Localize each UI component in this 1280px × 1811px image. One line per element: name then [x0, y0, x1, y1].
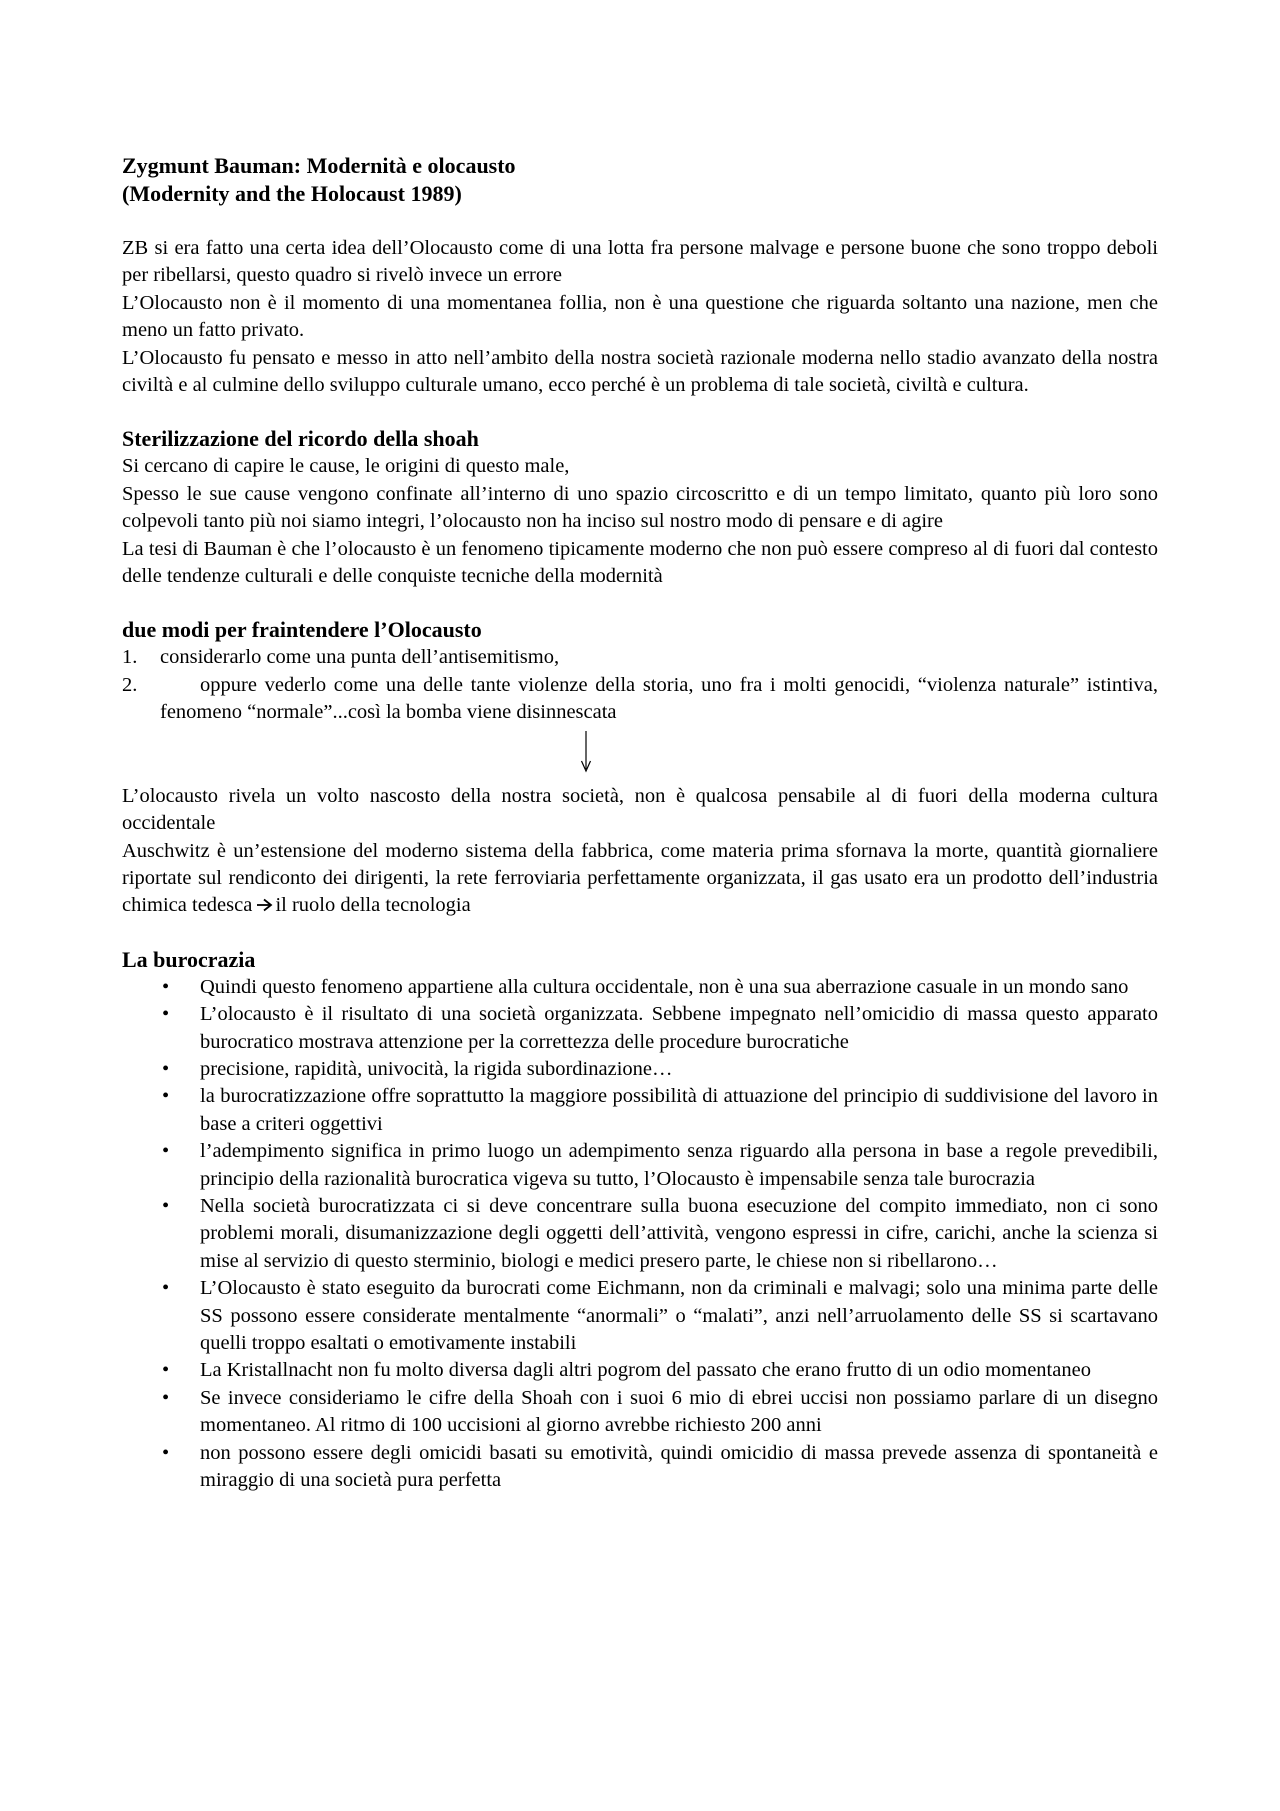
intro-paragraph: L’Olocausto fu pensato e messo in atto nell’ambito della nostra società razionale moderna nello stadio avanzato della nostra civiltà e al culmine dello sviluppo culturale umano, ecco perché è un problema di tale società, civiltà e cultura. [122, 346, 1158, 397]
list-item-text: La Kristallnacht non fu molto diversa dagli altri pogrom del passato che erano frutto di un odio momentaneo [200, 1359, 1091, 1382]
list-item-text: Se invece consideriamo le cifre della Shoah con i suoi 6 mio di ebrei uccisi non possiamo parlare di un disegno momentaneo. Al ritmo di 100 uccisioni al giorno avrebbe richiesto 200 anni [200, 1386, 1158, 1437]
list-item [122, 1056, 1158, 1083]
section-paragraph: Spesso le sue cause vengono confinate all’interno di uno spazio circoscritto e di un tempo limitato, quanto più loro sono colpevoli tanto più noi siamo integri, l’olocausto non ha inciso sul nostro modo di pensare e di agire [122, 482, 1158, 533]
bullet-icon: • [162, 1057, 170, 1080]
bullet-icon: • [162, 975, 170, 998]
list-item [122, 1138, 1158, 1193]
bullet-icon: • [162, 1140, 170, 1163]
intro-paragraph: ZB si era fatto una certa idea dell’Olocausto come di una lotta fra persone malvage e persone buone che sono troppo deboli per ribellarsi, questo quadro si rivelò invece un errore [122, 237, 1158, 287]
bullet-icon: • [162, 1359, 170, 1382]
down-arrow-icon [580, 731, 592, 773]
list-item-text: non possono essere degli omicidi basati su emotività, quindi omicidio di massa prevede assenza di spontaneità e miraggio di una società pura perfetta [200, 1441, 1158, 1492]
list-item-text: Nella società burocratizzata ci si deve concentrare sulla buona esecuzione del compito immediato, non ci sono problemi morali, disumanizzazione degli oggetti dell’attività, vengono espressi in cifre, carichi, anche la scienza si mise al servizio di questo sterminio, biologi e medici presero parte, le chiese non si ribellarono… [200, 1194, 1158, 1272]
document-title: Zygmunt Bauman: Modernità e olocausto [122, 153, 516, 178]
list-item-text: considerarlo come una punta dell’antisemitismo, [160, 646, 560, 669]
section-paragraph: La tesi di Bauman è che l’olocausto è un fenomeno tipicamente moderno che non può essere compreso al di fuori dal contesto delle tendenze culturali e delle conquiste tecniche della modernità [122, 537, 1158, 588]
section-paragraph-text: Auschwitz è un’estensione del moderno sistema della fabbrica, come materia prima sfornava la morte, quantità giornaliere riportate sul rendiconto dei dirigenti, la rete ferroviaria perfettamente organizzata, il gas usato era un prodotto dell’industria chimica tedesca [122, 839, 1158, 917]
bullet-icon: • [162, 1441, 170, 1464]
bullet-icon: • [162, 1085, 170, 1108]
list-item [122, 1083, 1158, 1138]
list-item [122, 1193, 1158, 1275]
numbered-list [122, 644, 1158, 726]
intro-paragraph: L’Olocausto non è il momento di una momentanea follia, non è una questione che riguarda soltanto una nazione, men che meno un fatto privato. [122, 291, 1158, 342]
list-item [122, 1440, 1158, 1495]
arrow-tail-text: il ruolo della tecnologia [275, 894, 471, 917]
list-item-text: oppure vederlo come una delle tante violenze della storia, uno fra i molti genocidi, “violenza naturale” istintiva, fenomeno “normale”...così la bomba viene disinnescata [160, 673, 1158, 724]
list-item-text: L’olocausto è il risultato di una società organizzata. Sebbene impegnato nell’omicidio di massa questo apparato burocratico mostrava attenzione per la correttezza delle procedure burocratiche [200, 1003, 1158, 1053]
document-subtitle: (Modernity and the Holocaust 1989) [122, 181, 462, 206]
intro-section [122, 235, 1158, 399]
section-paragraph: Si cercano di capire le cause, le origini di questo male, [122, 455, 570, 478]
list-item [122, 1357, 1158, 1384]
bullet-icon: • [162, 1277, 170, 1300]
list-item-text: L’Olocausto è stato eseguito da burocrati come Eichmann, non da criminali e malvagi; solo una minima parte delle SS possono essere considerate mentalmente “anormali” o “malati”, anzi nell’arruolamento delle SS si scartavano quelli troppo esaltati o emotivamente instabili [200, 1277, 1158, 1354]
list-item [122, 1275, 1158, 1357]
bullet-icon: • [162, 1194, 170, 1217]
list-item [122, 974, 1158, 1001]
section-heading-sterilizzazione: Sterilizzazione del ricordo della shoah [122, 426, 479, 452]
bullet-icon: • [162, 1386, 170, 1409]
list-item-text: l’adempimento significa in primo luogo un adempimento senza riguardo alla persona in base a regole prevedibili, principio della razionalità burocratica vigeva su tutto, l’Olocausto è impensabile senza tale burocrazia [200, 1140, 1158, 1190]
section-paragraph [122, 838, 1158, 920]
section-heading-burocrazia: La burocrazia [122, 946, 256, 972]
down-arrow-container [122, 727, 1158, 783]
list-item: 2. oppure vederlo come una delle tante violenze della storia, uno fra i molti genocidi, “violenza naturale” istintiva, fenomeno “normale”...così la bomba viene disinnescata [122, 673, 1158, 724]
list-item-text: Quindi questo fenomeno appartiene alla cultura occidentale, non è una sua aberrazione casuale in un mondo sano [200, 975, 1129, 998]
section-paragraph: L’olocausto rivela un volto nascosto della nostra società, non è qualcosa pensabile al di fuori della moderna cultura occidentale [122, 784, 1158, 835]
list-item-text: la burocratizzazione offre soprattutto la maggiore possibilità di attuazione del principio di suddivisione del lavoro in base a criteri oggettivi [200, 1085, 1158, 1135]
section-heading-fraintendere: due modi per fraintendere l’Olocausto [122, 617, 482, 643]
list-item [122, 1385, 1158, 1440]
list-item [122, 1001, 1158, 1056]
bullet-list [122, 974, 1158, 1495]
bullet-icon: • [162, 1003, 170, 1026]
document-page [122, 152, 1158, 1494]
right-arrow-icon [257, 892, 275, 919]
list-item [122, 644, 1158, 671]
list-item-text: precisione, rapidità, univocità, la rigida subordinazione… [200, 1057, 673, 1080]
list-number: 1. [122, 646, 138, 669]
